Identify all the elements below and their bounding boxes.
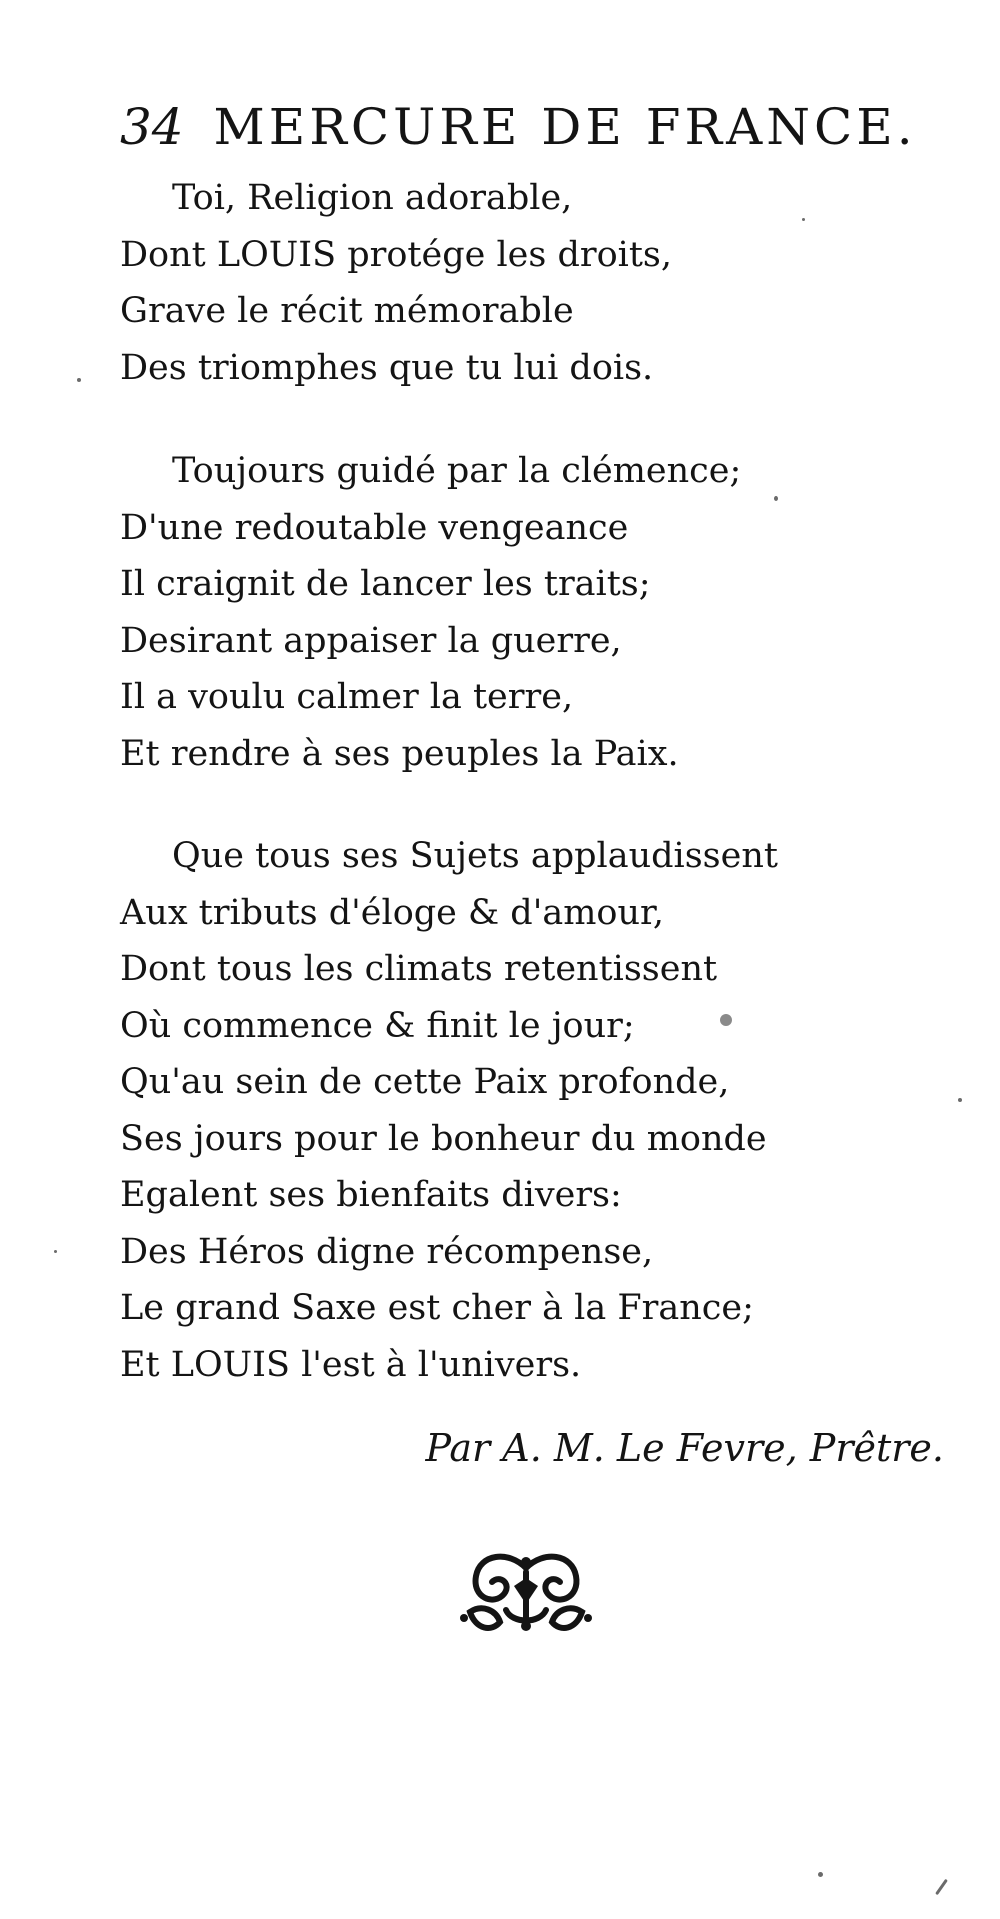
poem-stanza-1: [120, 170, 940, 396]
poem-line: Où commence & finit le jour;: [120, 1005, 635, 1046]
poem-line: Dont tous les climats retentissent: [120, 949, 718, 989]
poem-line: Il a voulu calmer la terre,: [120, 677, 574, 717]
poem-line: Et rendre à ses peuples la Paix.: [120, 733, 679, 774]
page-number: 34: [120, 98, 184, 156]
poem-line: Il craignit de lancer les traits;: [120, 564, 651, 604]
paper-speck: [802, 218, 805, 221]
poem-line: Dont LOUIS protége les droits,: [120, 234, 673, 275]
poem-line: Desirant appaiser la guerre,: [120, 620, 622, 661]
author-signature: Par A. M. Le Fevre, Prêtre.: [425, 1426, 944, 1470]
poem-stanza-3: [120, 828, 940, 1393]
poem-line: Ses jours pour le bonheur du monde: [120, 1118, 767, 1159]
poem-line: D'une redoutable vengeance: [120, 507, 629, 548]
fleuron-ornament-icon: [456, 1548, 596, 1638]
poem-line: Toujours guidé par la clémence;: [172, 451, 742, 491]
poem-line: Egalent ses bienfaits divers:: [120, 1175, 622, 1215]
poem-line: Qu'au sein de cette Paix profonde,: [120, 1062, 730, 1102]
poem-line: Le grand Saxe est cher à la France;: [120, 1288, 754, 1328]
paper-speck: [774, 496, 778, 501]
paper-speck: [54, 1250, 57, 1253]
poem-line: Que tous ses Sujets applaudissent: [172, 836, 778, 876]
poem-line: Aux tributs d'éloge & d'amour,: [120, 892, 665, 933]
paper-speck: [77, 378, 81, 382]
paper-speck: [720, 1014, 732, 1026]
poem-stanza-2: [120, 443, 940, 782]
running-title: MERCURE DE FRANCE.: [213, 98, 917, 156]
poem-line: Grave le récit mémorable: [120, 291, 574, 331]
poem-line: Des Héros digne récompense,: [120, 1231, 654, 1272]
paper-speck: [935, 1879, 948, 1895]
poem-line: Toi, Religion adorable,: [172, 178, 573, 218]
poem-line: Des triomphes que tu lui dois.: [120, 347, 654, 388]
paper-speck: [818, 1872, 823, 1877]
running-header: [120, 92, 917, 162]
paper-speck: [958, 1098, 962, 1102]
poem-line: Et LOUIS l'est à l'univers.: [120, 1344, 582, 1385]
